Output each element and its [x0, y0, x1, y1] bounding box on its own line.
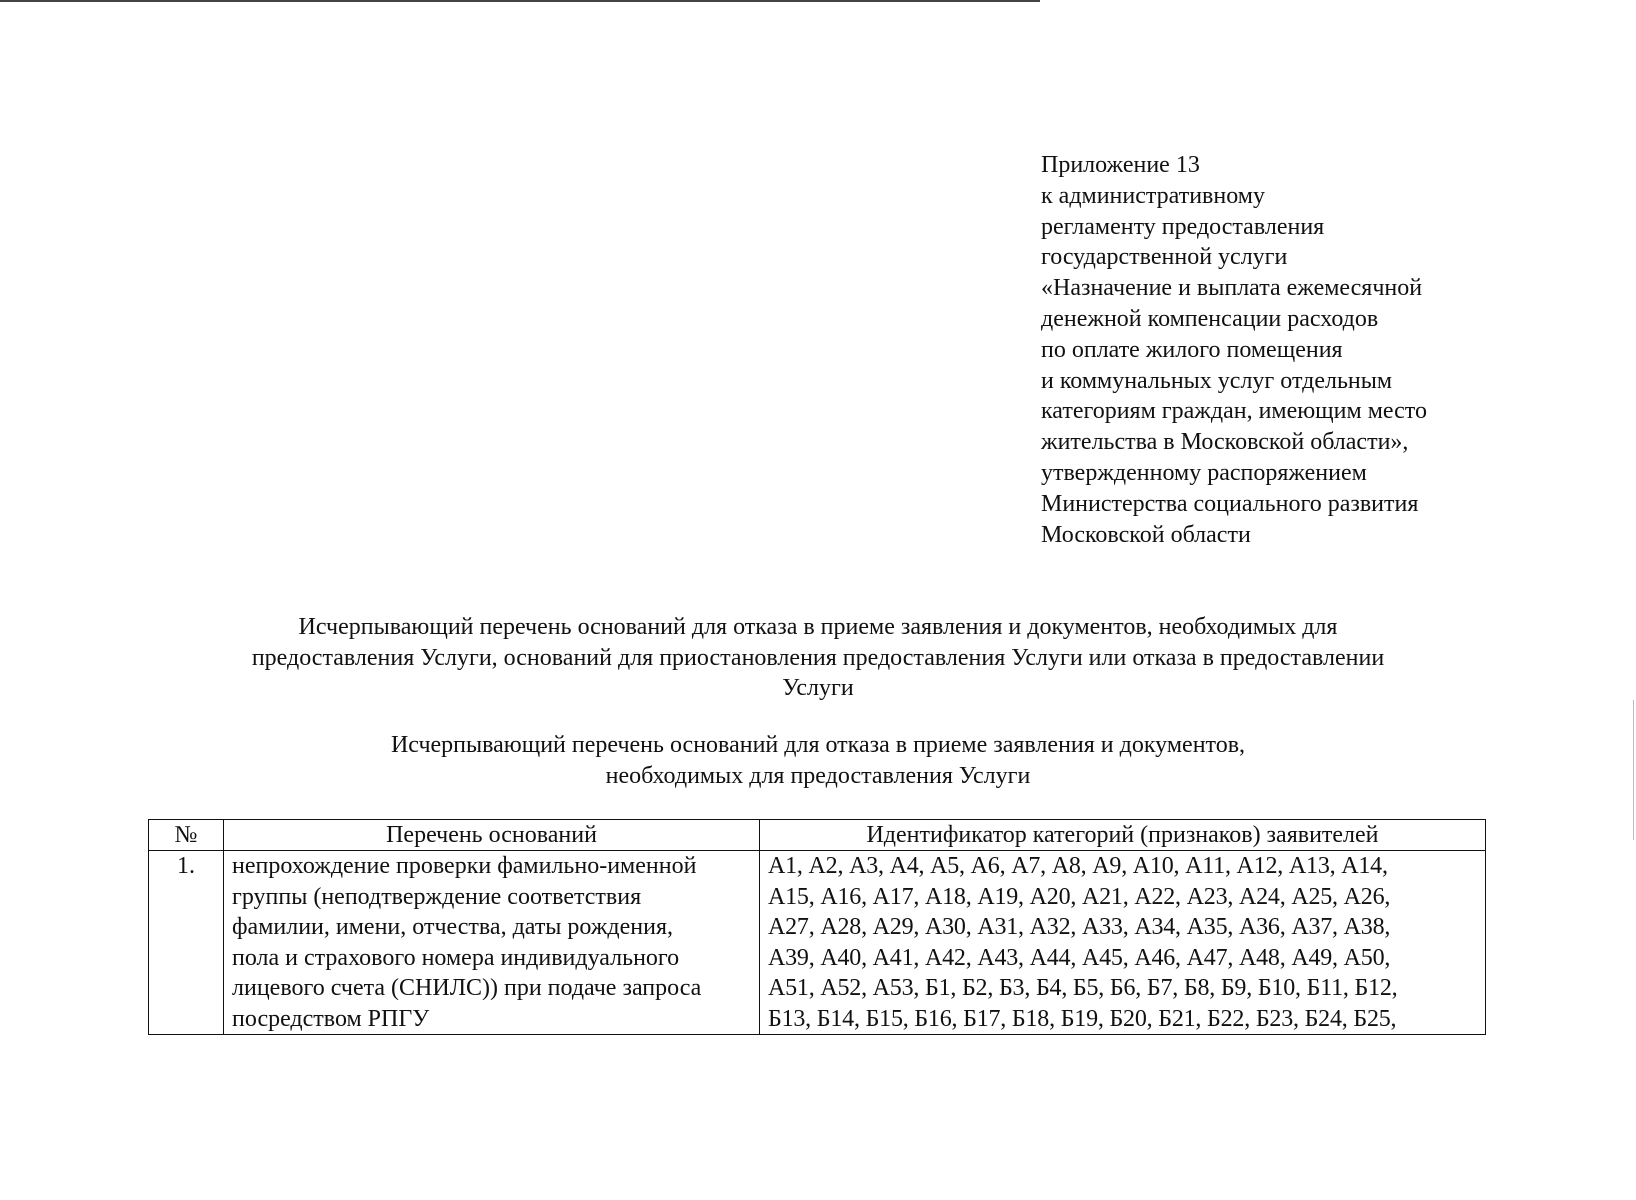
- identifier-line: А51, А52, А53, Б1, Б2, Б3, Б4, Б5, Б6, Б7, Б8, Б9, Б10, Б11, Б12,: [768, 975, 1398, 1001]
- appendix-line: категориям граждан, имеющим место: [1041, 398, 1427, 425]
- appendix-line: Министерства социального развития: [1041, 490, 1419, 517]
- reason-line: фамилии, имени, отчества, даты рождения,: [232, 914, 673, 940]
- subtitle-line: необходимых для предоставления Услуги: [605, 762, 1031, 789]
- reason-line: посредством РПГУ: [232, 1005, 430, 1032]
- scan-edge-right: [1633, 700, 1634, 840]
- appendix-heading: [1041, 150, 1501, 550]
- appendix-line: Московской области: [1041, 521, 1251, 548]
- header-number: №: [149, 820, 224, 851]
- reason-line: пола и страхового номера индивидуального: [232, 944, 680, 971]
- appendix-line: к административному: [1041, 182, 1265, 209]
- reason-line: лицевого счета (СНИЛС)) при подаче запроса: [232, 975, 702, 1001]
- reason-line: непрохождение проверки фамильно-именной: [232, 853, 697, 879]
- table-header-row: [149, 820, 1486, 851]
- subtitle-line: Исчерпывающий перечень оснований для отказа в приеме заявления и документов,: [390, 732, 1246, 758]
- identifier-line: А1, А2, А3, А4, А5, А6, А7, А8, А9, А10, А11, А12, А13, А14,: [768, 853, 1388, 879]
- scan-edge-top: [0, 0, 1040, 2]
- appendix-line: утвержденному распоряжением: [1041, 459, 1367, 486]
- appendix-line: «Назначение и выплата ежемесячной: [1041, 275, 1423, 302]
- appendix-line: регламенту предоставления: [1041, 213, 1325, 240]
- header-identifiers: Идентификатор категорий (признаков) заявителей: [760, 820, 1486, 851]
- title-line: Услуги: [782, 675, 854, 701]
- header-reasons: Перечень оснований: [224, 820, 760, 851]
- section-title: [150, 730, 1486, 791]
- row-number: 1.: [149, 851, 224, 1035]
- row-identifiers: [760, 851, 1486, 1035]
- document-title: [150, 612, 1486, 704]
- identifier-line: А15, А16, А17, А18, А19, А20, А21, А22, А23, А24, А25, А26,: [768, 883, 1391, 910]
- appendix-line: государственной услуги: [1041, 244, 1288, 271]
- table-row: [149, 851, 1486, 1035]
- grounds-table: [148, 819, 1486, 1035]
- identifier-line: Б13, Б14, Б15, Б16, Б17, Б18, Б19, Б20, Б21, Б22, Б23, Б24, Б25,: [768, 1005, 1397, 1032]
- appendix-line: по оплате жилого помещения: [1041, 336, 1343, 363]
- title-line: Исчерпывающий перечень оснований для отказа в приеме заявления и документов, необходимых для: [298, 614, 1338, 640]
- row-reason: [224, 851, 760, 1035]
- identifier-line: А39, А40, А41, А42, А43, А44, А45, А46, А47, А48, А49, А50,: [768, 944, 1391, 971]
- appendix-line: жительства в Московской области»,: [1041, 429, 1409, 456]
- reason-line: группы (неподтверждение соответствия: [232, 883, 642, 910]
- appendix-line: и коммунальных услуг отдельным: [1041, 367, 1393, 394]
- appendix-line: денежной компенсации расходов: [1041, 305, 1379, 332]
- title-line: предоставления Услуги, оснований для приостановления предоставления Услуги или отказа в предоставлении: [251, 644, 1385, 671]
- appendix-line: Приложение 13: [1041, 152, 1200, 178]
- identifier-line: А27, А28, А29, А30, А31, А32, А33, А34, А35, А36, А37, А38,: [768, 914, 1391, 940]
